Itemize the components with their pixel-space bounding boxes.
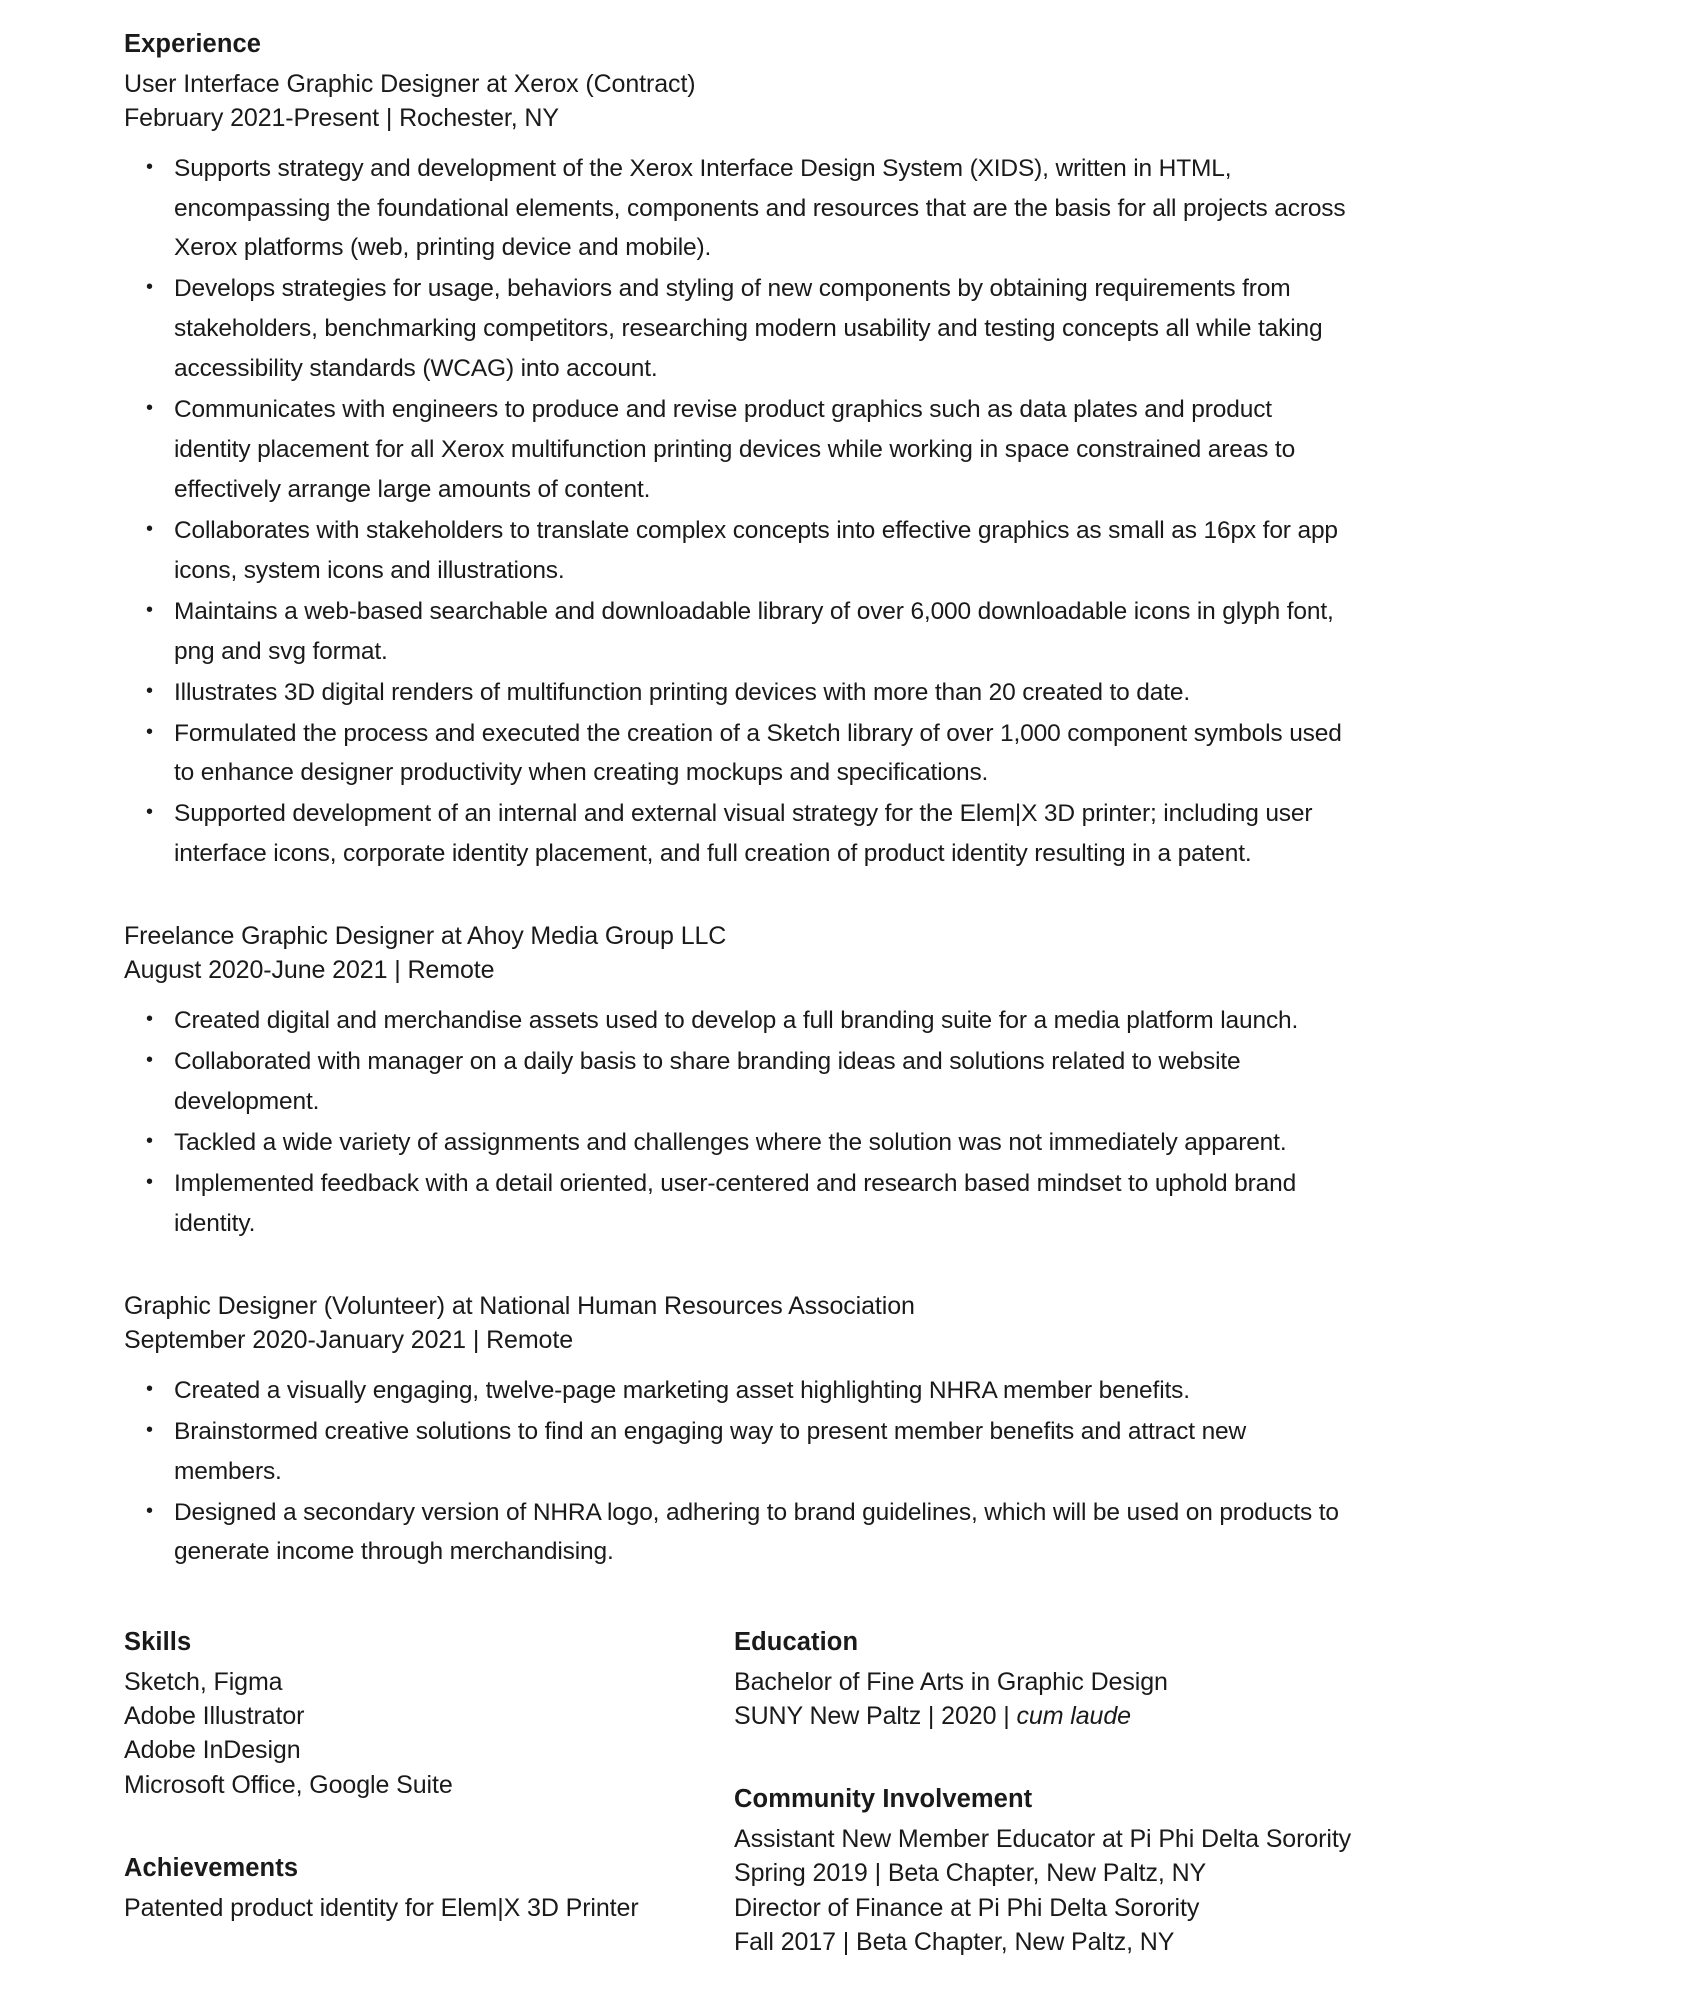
- spacer: [124, 875, 1571, 919]
- community-meta: Spring 2019 | Beta Chapter, New Paltz, NY: [734, 1859, 1207, 1888]
- achievement-item: Patented product identity for Elem|X 3D Printer: [124, 1893, 639, 1922]
- bullet-item: • Created digital and merchandise assets used to develop a full branding suite for a media platform launch.: [124, 1001, 1354, 1041]
- bullet-item: • Designed a secondary version of NHRA logo, adhering to brand guidelines, which will be used on products to generate income through merchandising.: [124, 1493, 1354, 1573]
- skill-item: Adobe InDesign: [124, 1736, 301, 1765]
- bullet-item: • Supports strategy and development of the Xerox Interface Design System (XIDS), written in HTML, encompassing the foundational elements, components and resources that are the basis for all projects across Xerox platforms (web, printing device and mobile).: [124, 149, 1354, 269]
- achievements-section: [124, 1852, 734, 1925]
- bullet-item: • Brainstormed creative solutions to find an engaging way to present member benefits and attract new members.: [124, 1412, 1354, 1492]
- skill-item: Microsoft Office, Google Suite: [124, 1770, 453, 1799]
- spacer: [124, 1802, 734, 1852]
- bullet-item: • Supported development of an internal and external visual strategy for the Elem|X 3D printer; including user interface icons, corporate identity placement, and full creation of product identity resulting in a patent.: [124, 794, 1354, 874]
- education-school: [734, 1699, 1571, 1733]
- education-degree: Bachelor of Fine Arts in Graphic Design: [734, 1667, 1168, 1696]
- skill-item: Adobe Illustrator: [124, 1702, 305, 1731]
- education-honors: cum laude: [1016, 1702, 1131, 1731]
- job-meta: August 2020-June 2021 | Remote: [124, 956, 495, 985]
- experience-section: [124, 28, 1571, 1572]
- education-school-text: SUNY New Paltz | 2020 |: [734, 1702, 1017, 1731]
- left-column: [124, 1626, 734, 1959]
- community-meta: Fall 2017 | Beta Chapter, New Paltz, NY: [734, 1927, 1175, 1956]
- job-meta: September 2020-January 2021 | Remote: [124, 1325, 574, 1354]
- education-section: [734, 1626, 1571, 1733]
- experience-job-2: [124, 919, 1571, 1244]
- experience-heading: Experience: [124, 30, 262, 58]
- bullet-item: • Collaborates with stakeholders to translate complex concepts into effective graphics as small as 16px for app icons, system icons and illustrations.: [124, 511, 1354, 591]
- community-heading: Community Involvement: [734, 1785, 1033, 1814]
- achievements-heading: Achievements: [124, 1853, 299, 1882]
- bullet-item: • Created a visually engaging, twelve-page marketing asset highlighting NHRA member benefits.: [124, 1371, 1354, 1411]
- bullet-item: • Collaborated with manager on a daily basis to share branding ideas and solutions related to website development.: [124, 1042, 1354, 1122]
- community-role: Assistant New Member Educator at Pi Phi Delta Sorority: [734, 1825, 1352, 1854]
- bullet-item: • Communicates with engineers to produce and revise product graphics such as data plates and product identity placement for all Xerox multifunction printing devices while working in space constrained areas to effectively arrange large amounts of content.: [124, 390, 1354, 510]
- community-role: Director of Finance at Pi Phi Delta Sorority: [734, 1893, 1200, 1922]
- education-heading: Education: [734, 1628, 859, 1657]
- job-title: Graphic Designer (Volunteer) at National Human Resources Association: [124, 1291, 915, 1320]
- bottom-columns: [124, 1626, 1571, 1959]
- job-title: User Interface Graphic Designer at Xerox (Contract): [124, 69, 696, 98]
- spacer: [124, 1245, 1571, 1289]
- job-bullet-list: [124, 1371, 1571, 1573]
- right-column: [734, 1626, 1571, 1959]
- spacer: [734, 1733, 1571, 1783]
- bullet-item: • Tackled a wide variety of assignments and challenges where the solution was not immediately apparent.: [124, 1123, 1354, 1163]
- bullet-item: • Illustrates 3D digital renders of multifunction printing devices with more than 20 created to date.: [124, 673, 1354, 713]
- bullet-item: • Develops strategies for usage, behaviors and styling of new components by obtaining requirements from stakeholders, benchmarking competitors, researching modern usability and testing concepts all while taking accessibility standards (WCAG) into account.: [124, 269, 1354, 389]
- skill-item: Sketch, Figma: [124, 1667, 283, 1696]
- job-bullet-list: [124, 1001, 1571, 1244]
- skills-section: [124, 1626, 734, 1802]
- bullet-item: • Maintains a web-based searchable and downloadable library of over 6,000 downloadable icons in glyph font, png and svg format.: [124, 592, 1354, 672]
- skills-heading: Skills: [124, 1628, 192, 1657]
- job-bullet-list: [124, 149, 1571, 875]
- bullet-item: • Formulated the process and executed the creation of a Sketch library of over 1,000 component symbols used to enhance designer productivity when creating mockups and specifications.: [124, 714, 1354, 794]
- job-title: Freelance Graphic Designer at Ahoy Media Group LLC: [124, 922, 727, 951]
- job-meta: February 2021-Present | Rochester, NY: [124, 103, 559, 132]
- community-section: [734, 1783, 1571, 1959]
- experience-job-3: [124, 1289, 1571, 1573]
- experience-job-1: [124, 67, 1571, 875]
- bullet-item: • Implemented feedback with a detail oriented, user-centered and research based mindset to uphold brand identity.: [124, 1164, 1354, 1244]
